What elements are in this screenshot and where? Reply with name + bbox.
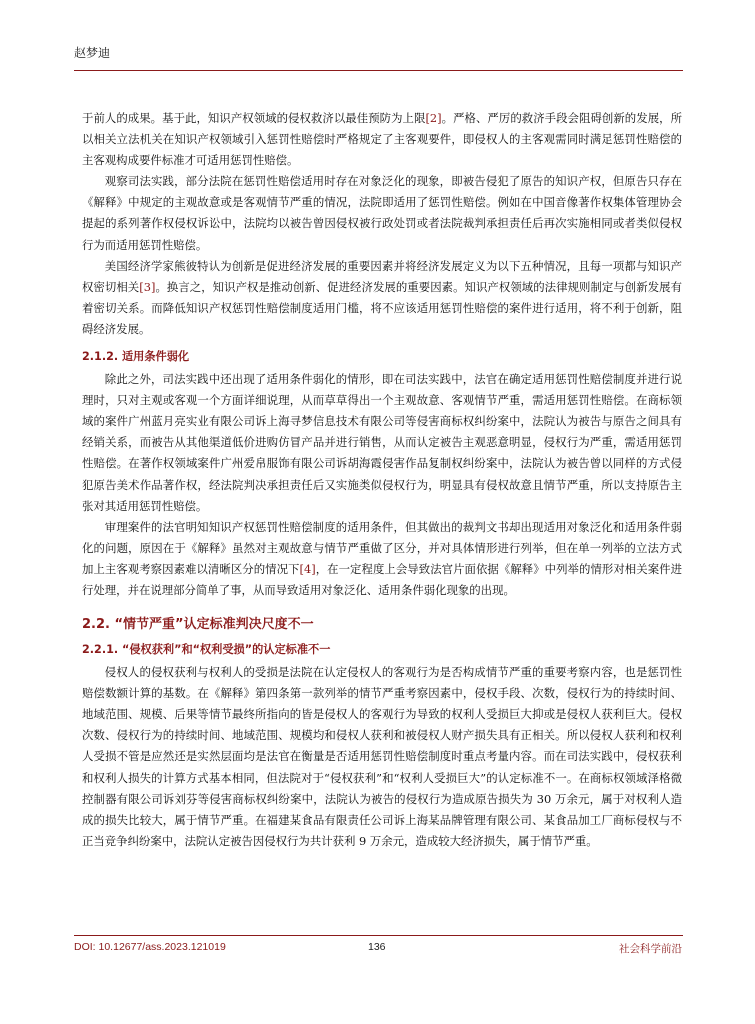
- header-rule: [74, 70, 683, 71]
- citation-link[interactable]: [4]: [299, 561, 316, 576]
- paragraph: 除此之外，司法实践中还出现了适用条件弱化的情形，即在司法实践中，法官在确定适用惩罚性赔偿制度并进行说理时，只对主观或客观一个方面详细说理，从而草草得出一个主观故意、客观情节严重，需适用惩罚性赔偿。在商标领域的案件广州蓝月亮实业有限公司诉上海寻梦信息技术有限公司等侵害商标权纠纷案中，法院认为被告与原告之间具有经销关系，而被告从其他渠道低价进购仿冒产品并进行销售，从而认定被告主观恶意明显，侵权行为严重，需适用惩罚性赔偿。在著作权领域案件广州爱帛服饰有限公司诉胡海霞侵害作品复制权纠纷案中，法院认为被告曾以同样的方式侵犯原告美术作品著作权，经法院判决承担责任后又实施类似侵权行为，明显具有侵权故意且情节严重，所以支持原告主张对其适用惩罚性赔偿。: [82, 372, 682, 513]
- paragraph: 审理案件的法官明知知识产权惩罚性赔偿制度的适用条件，但其做出的裁判文书却出现适用对象泛化和适用条件弱化的问题，原因在于《解释》虽然对主观故意与情节严重做了区分，并对具体情形进行列举，但在单一列举的立法方式加上主客观考察因素难以清晰区分的情况下[4]，在一定程度上会导致法官片面依据《解释》中列举的情形对相关案件进行处理，并在说理部分简单了事，从而导致适用对象泛化、适用条件弱化现象的出现。: [82, 519, 682, 597]
- footer-doi[interactable]: DOI: 10.12677/ass.2023.121019: [74, 941, 226, 953]
- section-heading-2-2-1: 2.2.1. “侵权获利”和“权利受损”的认定标准不一: [82, 643, 331, 657]
- footer-rule: [74, 935, 683, 936]
- footer-journal: 社会科学前沿: [619, 943, 682, 955]
- citation-link[interactable]: [2]: [425, 111, 442, 125]
- citation-link[interactable]: [3]: [139, 279, 156, 294]
- paragraph: 观察司法实践，部分法院在惩罚性赔偿适用时存在对象泛化的现象，即被告侵犯了原告的知识产权，但原告只存在《解释》中规定的主观故意或是客观情节严重的情况，法院即适用了惩罚性赔偿。例如在中国音像著作权集体管理协会提起的系列著作权侵权诉讼中，法院均以被告曾因侵权被行政处罚或者法院裁判承担责任后再次实施相同或者类似侵权行为而适用惩罚性赔偿。: [82, 174, 682, 252]
- page-number: 136: [368, 941, 386, 953]
- section-heading-2-1-2: 2.1.2. 适用条件弱化: [82, 350, 190, 364]
- paragraph: 美国经济学家熊彼特认为创新是促进经济发展的重要因素并将经济发展定义为以下五种情况，且每一项都与知识产权密切相关[3]。换言之，知识产权是推动创新、促进经济发展的重要因素。知识产权领域的法律规则制定与创新发展有着密切关系。而降低知识产权惩罚性赔偿制度适用门槛，将不应该适用惩罚性赔偿的案件进行适用，将不利于创新，阻碍经济发展。: [82, 258, 682, 336]
- article-body: [82, 108, 682, 852]
- running-header-author: 赵梦迪: [74, 46, 111, 60]
- section-heading-2-2: 2.2. “情节严重”认定标准判决尺度不一: [82, 617, 314, 633]
- paragraph-continued: 于前人的成果。基于此，知识产权领域的侵权救济以最佳预防为上限[2]。严格、严厉的救济手段会阻碍创新的发展，所以相关立法机关在知识产权领域引入惩罚性赔偿时严格规定了主客观要件，即侵权人的主客观需同时满足惩罚性赔偿的主客观构成要件标准才可适用惩罚性赔偿。: [82, 111, 682, 168]
- paragraph: 侵权人的侵权获利与权利人的受损是法院在认定侵权人的客观行为是否构成情节严重的重要考察内容，也是惩罚性赔偿数额计算的基数。在《解释》第四条第一款列举的情节严重考察因素中，侵权手段、次数，侵权行为的持续时间、地域范围、规模、后果等情节最终所指向的皆是侵权人的客观行为导致的权利人受损巨大抑或是侵权人获利巨大。侵权次数、侵权行为的持续时间、地域范围、规模均和侵权人获利和被侵权人财产损失具有正相关。所以侵权人获利和权利人受损不管是应然还是实然层面均是法官在衡量是否适用惩罚性赔偿制度时重点考量内容。而在司法实践中，侵权获利和权利人损失的计算方式基本相同，但法院对于“侵权获利”和“权利人受损巨大”的认定标准不一。在商标权领域泽格微控制器有限公司诉刘芬等侵害商标权纠纷案中，法院认为被告的侵权行为造成原告损失为 30 万余元，属于对权利人造成的损失比较大，属于情节严重。在福建某食品有限责任公司诉上海某品牌管理有限公司、某食品加工厂商标侵权与不正当竞争纠纷案中，法院认定被告因侵权行为共计获利 9 万余元，造成较大经济损失，属于情节严重。: [82, 665, 682, 848]
